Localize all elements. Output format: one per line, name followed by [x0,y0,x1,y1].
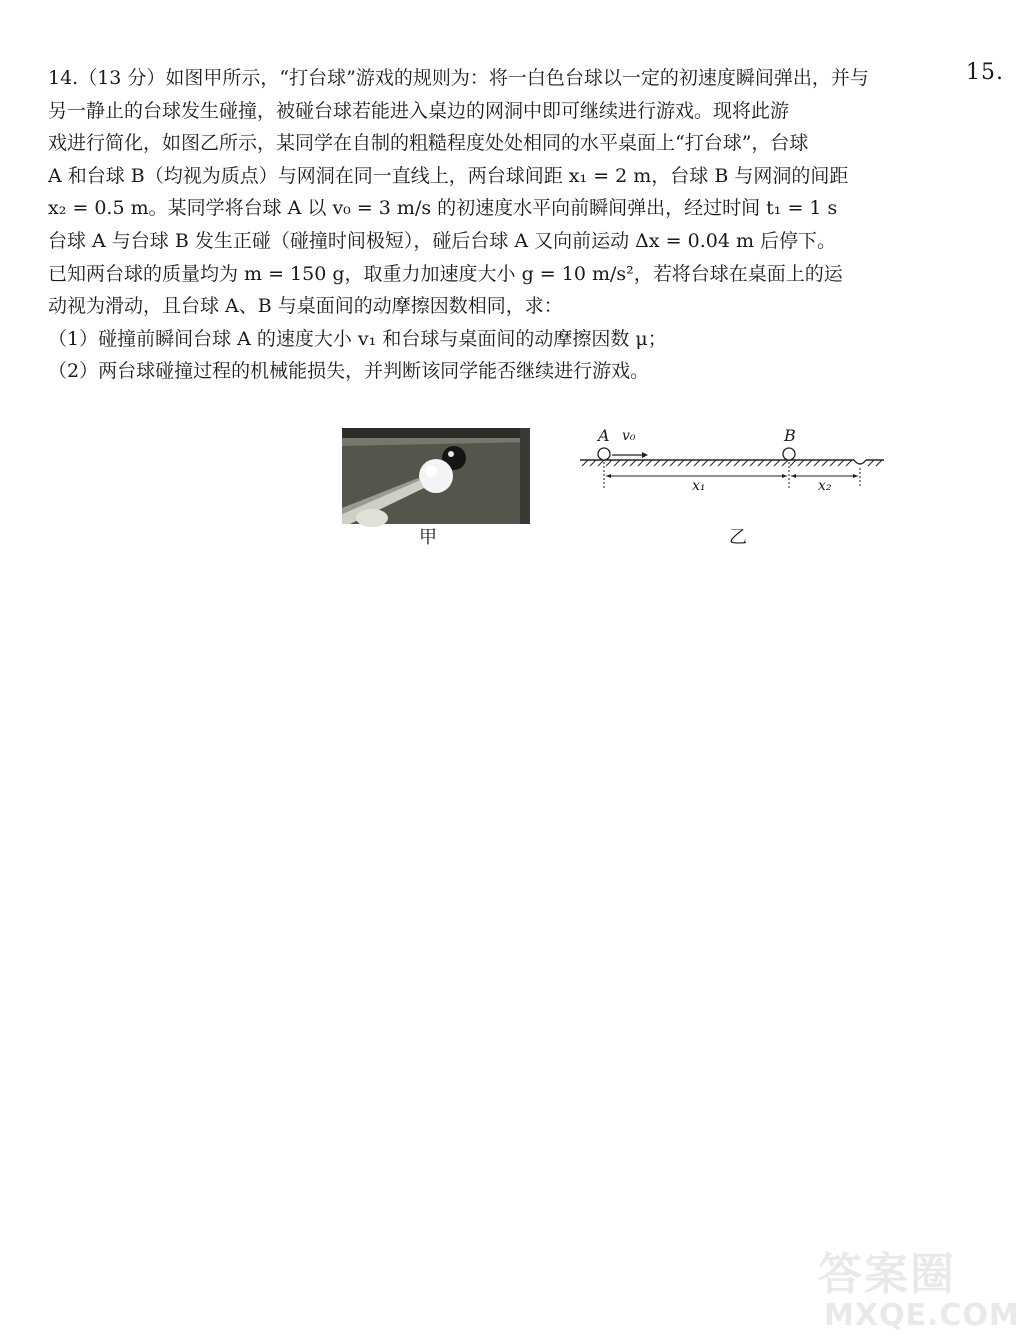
x1-label: x₁ [692,478,706,494]
billiards-diagram [578,428,888,498]
figure-label-yi: 乙 [729,527,747,548]
ball-b [783,448,795,460]
watermark-top-text: 答案圈 [818,1249,956,1300]
problem-line: A 和台球 B（均视为质点）与网洞在同一直线上，两台球间距 x₁ = 2 m，台球 B 与网洞的间距 [48,164,849,187]
problem-14 [48,62,894,388]
problem-line: 台球 A 与台球 B 发生正碰（碰撞时间极短），碰后台球 A 又向前运动 Δx = 0.04 m 后停下。 [48,229,837,252]
sub-question-1: （1）碰撞前瞬间台球 A 的速度大小 v₁ 和台球与桌面间的动摩擦因数 μ； [48,327,667,350]
ball-a-label: A [598,426,610,445]
sub-question-2: （2）两台球碰撞过程的机械能损失，并判断该同学能否继续进行游戏。 [48,360,650,383]
problem-line: 已知两台球的质量均为 m = 150 g，取重力加速度大小 g = 10 m/s²，若将台球在桌面上的运 [48,262,843,285]
watermark-logo [818,1238,1020,1333]
next-question-number: 15. [966,60,1004,85]
x2-label: x₂ [818,478,832,494]
figure-label-jia: 甲 [419,527,437,548]
problem-line: 戏进行简化，如图乙所示，某同学在自制的粗糙程度处处相同的水平桌面上“打台球”，台球 [48,132,809,155]
billiards-photo [342,428,530,524]
ball-a [598,448,610,460]
problem-line: x₂ = 0.5 m。某同学将台球 A 以 v₀ = 3 m/s 的初速度水平向前瞬间弹出，经过时间 t₁ = 1 s [48,197,838,220]
velocity-label: v₀ [622,428,636,444]
problem-line: 动视为滑动，且台球 A、B 与桌面间的动摩擦因数相同，求： [48,295,563,318]
problem-line: 另一静止的台球发生碰撞，被碰台球若能进入桌边的网洞中即可继续进行游戏。现将此游 [48,99,790,122]
billiards-photo-image [342,428,530,524]
problem-line: 14.（13 分）如图甲所示，“打台球”游戏的规则为：将一白色台球以一定的初速度瞬间弹出，并与 [48,67,869,89]
ball-b-label: B [784,426,796,445]
watermark-bottom-text: MXQE.COM [824,1298,1020,1333]
